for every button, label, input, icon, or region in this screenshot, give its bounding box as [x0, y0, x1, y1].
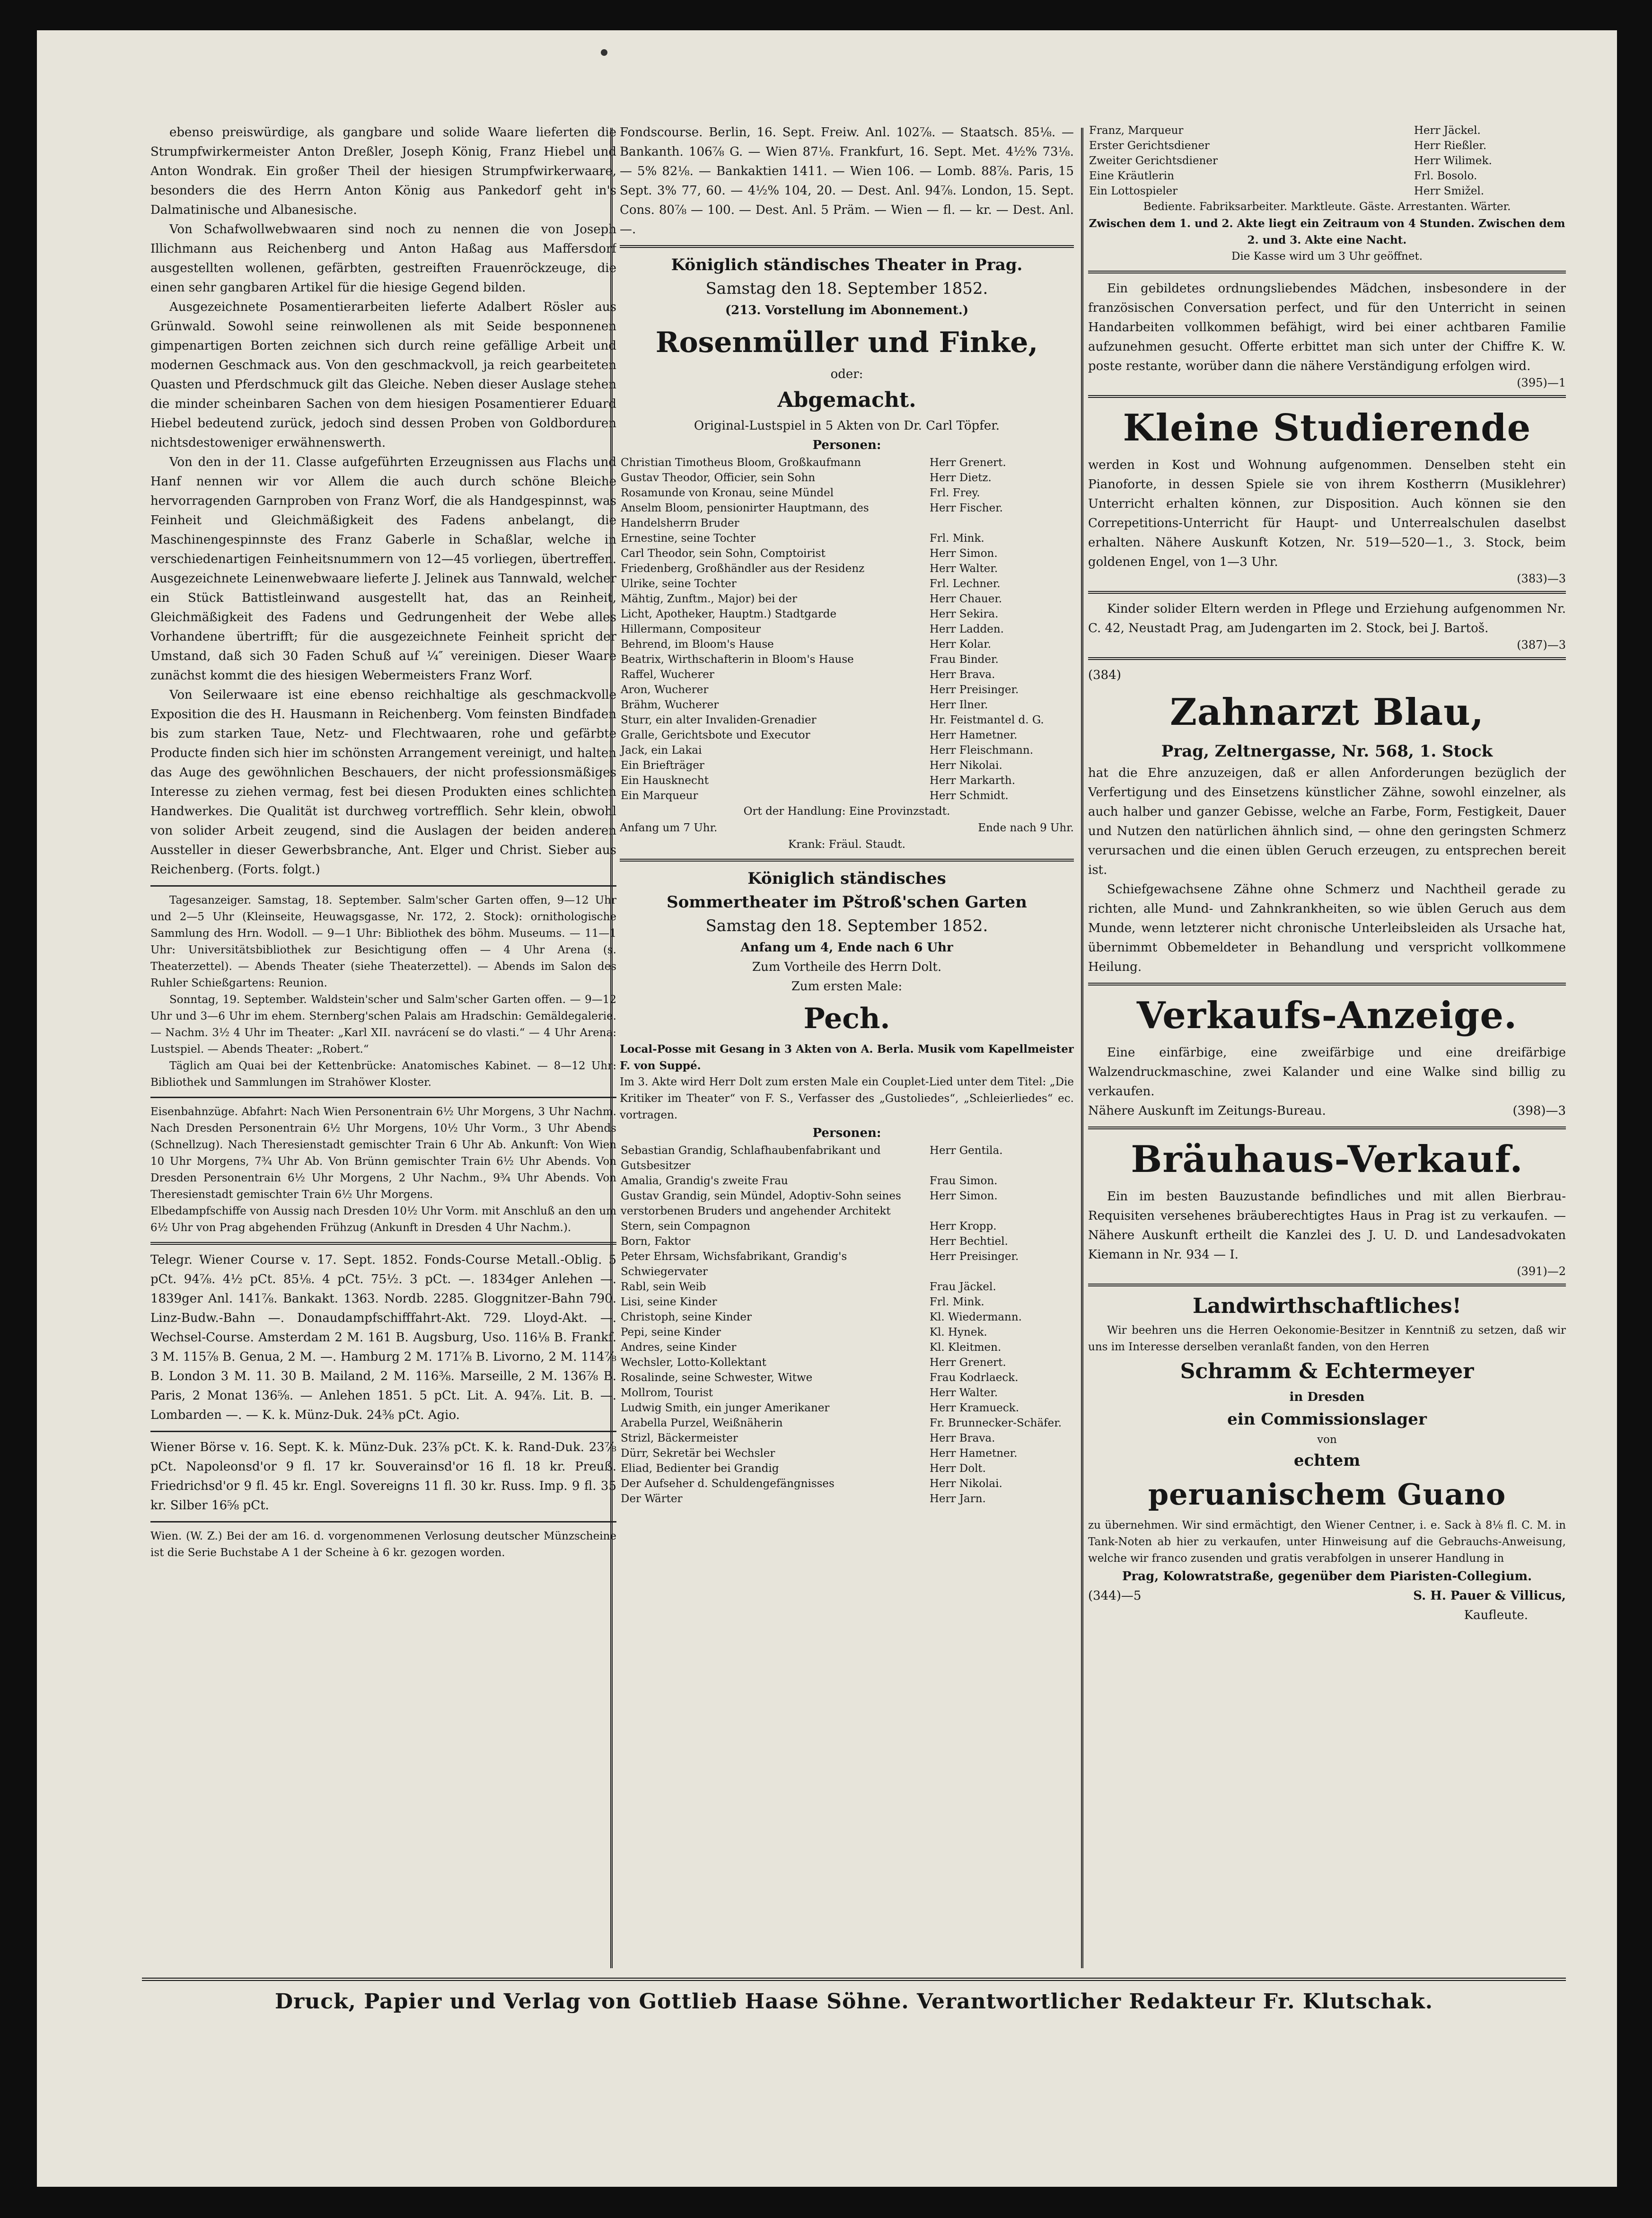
play-desc: Original-Lustspiel in 5 Akten von Dr. Carl Töpfer. [694, 419, 1000, 433]
pause-note: Zwischen dem 1. und 2. Akte liegt ein Zeitraum von 4 Stunden. Zwischen dem 2. und 3. Akte eine Nacht. [1089, 217, 1565, 246]
column-rule [1081, 128, 1083, 1968]
cast-role: Gustav Grandig, sein Mündel, Adoptiv-Sohn seines verstorbenen Bruders und angehender Architekt [621, 1190, 901, 1217]
cast-role: Sebastian Grandig, Schlafhaubenfabrikant und Gutsbesitzer [621, 1144, 881, 1172]
column-1 [150, 123, 616, 1973]
personen-heading: Personen: [812, 438, 881, 452]
ad-lager: ein Commissionslager [1227, 1410, 1427, 1429]
cast-actor: Frl. Mink. [929, 532, 984, 545]
cast-actor: Herr Kolar. [929, 638, 992, 651]
cast-row [620, 1461, 1074, 1476]
telegr-course: Telegr. Wiener Course v. 17. Sept. 1852. Fonds-Course Metall.-Oblig. 5 pCt. 94⅞. 4½ pCt. 85⅛. 4 pCt. 75½. 3 pCt. —. 1834ger Anlehen —. 1839ger Anl. 141⅞. Bankakt. 1363. Nordb. 2285. Gloggnitzer-Bahn 790. Linz-Budw.-Bahn —. Donaudampfschifffahrt-Akt. 729. Lloyd-Akt. —. Wechsel-Course. Amsterdam 2 M. 161 B. Augsburg, Uso. 116⅛ B. Frankf. 3 M. 115⅞ B. Genua, 2 M. —. Hamburg 2 M. 171⅞ B. Livorno, 2 M. 114⅞ B. London 3 M. 11. 30 B. Mailand, 2 M. 116⅜. Marseille, 2 M. 136⅞ B. Paris, 2 Monat 136⅝. — Anlehen 1851. 5 pCt. Lit. A. 94⅞. Lit. B. —. Lombarden —. — K. k. Münz-Duk. 24⅜ pCt. Agio. [150, 1253, 616, 1422]
ad-kinder: Kinder solider Eltern werden in Pflege und Erziehung aufgenommen Nr. C. 42, Neustadt Prag, am Judengarten im 2. Stock, bei J. Bartoš. [1088, 602, 1566, 635]
report-paragraph: Von Schafwollwebwaaren sind noch zu nennen die von Joseph Illichmann aus Reichenberg und Anton Haßag aus Maffersdorf ausgestellten wollenen, gefärbten, gestreiften Frauenröckzeuge, die einen sehr gangbaren Artikel für die hiesige Gegend bilden. [150, 222, 616, 295]
play-subtitle: Abgemacht. [777, 388, 916, 412]
cast-row [1088, 138, 1566, 153]
cast-actor: Herr Smižel. [1414, 185, 1485, 197]
cast-role: Mähtig, Zunftm., Major) bei der [621, 593, 797, 605]
cast-row [620, 1173, 1074, 1188]
report-paragraph: Von den in der 11. Classe aufgeführten Erzeugnissen aus Flachs und Hanf nennen wir vor Allem die auch durch schöne Bleiche hervorragenden Garnproben von Franz Worf, die als Handgespinnst, was Feinheit und Gleichmäßigkeit des Fadens anbelangt, die Maschinengespinnste des Franz Gaberle in Schaßlar, welche in verschiedenartigen Feinheitsnummern von 12—45 vorliegen, übertreffen. Ausgezeichnete Leinenwebwaare lieferte J. Jelinek aus Tannwald, welcher ein Stück Battistleinwand ausgestellt hat, das an Reinheit, Gleichmäßigkeit des Fadens und Gedrungenheit der Webe alles Vorhandene übertrifft; für die ausgezeichnete Feinheit spricht der Umstand, daß sich 30 Faden Schuß auf ¼″ vereinigen. Dieser Waare zunächst kommt die des hiesigen Webermeisters Franz Worf. [150, 455, 616, 683]
cast-row [620, 1491, 1074, 1506]
cast-actor: Herr Preisinger. [929, 1250, 1019, 1263]
cast-actor: Herr Fischer. [929, 502, 1003, 514]
divider [150, 1521, 616, 1523]
cast-actor: Herr Brava. [929, 669, 995, 681]
ad-ref: (391)—2 [1517, 1265, 1566, 1278]
cast-actor: Frl. Frey. [929, 487, 980, 499]
cast-row [620, 546, 1074, 561]
cast-row [620, 773, 1074, 788]
cast-actor: Herr Dolt. [929, 1462, 986, 1475]
cast-role: Beatrix, Wirthschafterin in Bloom's Hause [621, 653, 854, 666]
cast-role: Rosamunde von Kronau, seine Mündel [621, 487, 834, 499]
theater2-anfang: Anfang um 4, Ende nach 6 Uhr [740, 941, 953, 955]
cast-actor: Herr Grenert. [929, 457, 1006, 469]
cast-row [620, 1219, 1074, 1234]
cast-actor: Frl. Bosolo. [1414, 170, 1477, 182]
cast-row [620, 1249, 1074, 1279]
cast-actor: Herr Sekira. [929, 608, 999, 620]
cast-actor: Herr Gentila. [929, 1144, 1003, 1157]
theater-perf: (213. Vorstellung im Abonnement.) [725, 303, 969, 317]
ad-ref: (395)—1 [1517, 376, 1566, 389]
cast-role: Ernestine, seine Tochter [621, 532, 756, 545]
theater2-date: Samstag den 18. September 1852. [705, 916, 988, 935]
cast-row [620, 667, 1074, 682]
ad-verkauf-body: Eine einfärbige, eine zweifärbige und eine dreifärbige Walzendruckmaschine, zwei Kalander und eine Walke sind billig zu verkaufen. [1088, 1046, 1566, 1099]
cast-row [620, 1370, 1074, 1385]
kasse-note: Die Kasse wird um 3 Uhr geöffnet. [1231, 250, 1423, 263]
cast-tail [1088, 123, 1566, 199]
ad-landwirth-sig [1088, 1586, 1566, 1606]
cast-row [1088, 168, 1566, 184]
divider [620, 859, 1074, 862]
cast-actor: Herr Jarn. [929, 1493, 986, 1505]
ad-verkauf-info: Nähere Auskunft im Zeitungs-Bureau. [1088, 1104, 1326, 1118]
cast-role: Ein Lottospieler [1089, 185, 1178, 197]
cast-role: Raffel, Wucherer [621, 669, 714, 681]
divider [1088, 983, 1566, 986]
cast-row [620, 1234, 1074, 1249]
cast-actor: Herr Simon. [929, 547, 998, 560]
cast-actor: Herr Rießler. [1414, 140, 1487, 152]
personen2-heading: Personen: [812, 1126, 881, 1140]
cast-role: Zweiter Gerichtsdiener [1089, 155, 1218, 167]
cast-actor: Herr Fleischmann. [929, 744, 1034, 757]
cast-role: Ein Hausknecht [621, 775, 709, 787]
cast-actor: Herr Hametner. [929, 729, 1018, 741]
tagesanzeiger-entry: Tagesanzeiger. Samstag, 18. September. Salm'scher Garten offen, 9—12 Uhr und 2—5 Uhr (Kleinseite, Heuwagsgasse, Nr. 172, 2. Stock): ornithologische Sammlung des Hrn. Wodoll. — 9—1 Uhr: Bibliothek des böhm. Museums. — 11—1 Uhr: Universitätsbibliothek zur Besichtigung offen — 4 Uhr Arena (s. Theaterzettel). — Abends Theater (siehe Theaterzettel). — Abends im Salon des Ruhler Schießgartens: Reunion. [150, 894, 616, 989]
theater2-benefit: Zum Vortheile des Herrn Dolt. [752, 960, 942, 974]
ad-verkauf-title: Verkaufs-Anzeige. [1136, 994, 1518, 1037]
tagesanzeiger-entry: Sonntag, 19. September. Waldstein'scher und Salm'scher Garten offen. — 9—12 Uhr und 3—6 Uhr im ehem. Sternberg'schen Palais am Hradschin: Gemäldegalerie. — Nachm. 3½ 4 Uhr im Theater: „Karl XII. navrácení se do vlasti.“ — 4 Uhr Arena: Lustspiel. — Abends Theater: „Robert.“ [150, 994, 616, 1056]
ad-guano: peruanischem Guano [1148, 1477, 1506, 1512]
cast-role: Wechsler, Lotto-Kollektant [621, 1356, 766, 1369]
cast-row [620, 485, 1074, 501]
divider [1088, 1127, 1566, 1129]
column-3 [1088, 123, 1566, 1973]
report-paragraph: ebenso preiswürdige, als gangbare und solide Waare lieferten die Strumpfwirkermeister Anton Dreßler, Joseph König, Franz Hiebel und Anton Wondrak. Ein großer Theil der hiesigen Strumpfwirkerwaare, besonders die des Herrn Anton König aus Pankedorf geht in's Dalmatinische und Albanesische. [150, 125, 616, 217]
cast-row [620, 470, 1074, 485]
play-times [620, 820, 1074, 836]
cast-row [620, 622, 1074, 637]
cast-list-2 [620, 1143, 1074, 1506]
cast-role: Amalia, Grandig's zweite Frau [621, 1175, 788, 1187]
cast-row [620, 1294, 1074, 1310]
cast-row [620, 1310, 1074, 1325]
cast-role: Christian Timotheus Bloom, Großkaufmann [621, 457, 861, 469]
theater-date: Samstag den 18. September 1852. [705, 279, 988, 298]
cast-role: Behrend, im Bloom's Hause [621, 638, 774, 651]
play-title: Rosenmüller und Finke, [655, 326, 1038, 359]
tagesanzeiger [150, 892, 616, 1091]
cast-role: Anselm Bloom, pensionirter Hauptmann, des Handelsherrn Bruder [621, 502, 869, 529]
cast-role: Der Aufseher d. Schuldengefängnisses [621, 1478, 835, 1490]
divider [620, 245, 1074, 248]
cast-actor: Herr Preisinger. [929, 684, 1019, 696]
cast-row [620, 713, 1074, 728]
elbe-dampfschiffe: Elbedampfschiffe von Aussig nach Dresden 10½ Uhr Vorm. mit Anschluß an den um 6½ Uhr von Prag abgehenden Frühzug (Ankunft in Dresden 4 Uhr Nachm.). [150, 1205, 616, 1234]
cast-actor: Herr Grenert. [929, 1356, 1006, 1369]
cast-actor: Fr. Brunnecker-Schäfer. [929, 1417, 1062, 1429]
cast-row [620, 531, 1074, 546]
ad-ref: (387)—3 [1517, 638, 1566, 651]
cast-row [620, 728, 1074, 743]
cast-role: Lisi, seine Kinder [621, 1296, 717, 1308]
ad-maedchen: Ein gebildetes ordnungsliebendes Mädchen, insbesondere in der französischen Conversation perfect, und für den Unterricht in seinen Handarbeiten vollkommen befähigt, wird bei einer achtbaren Familie aufzunehmen gesucht. Offerte erbittet man sich unter der Chiffre K. W. poste restante, worüber dann die nähere Verständigung erfolgen wird. [1088, 282, 1566, 373]
cast-row [620, 1476, 1074, 1491]
divider [1088, 271, 1566, 273]
play2-title: Pech. [803, 1002, 890, 1035]
eisenbahn: Eisenbahnzüge. Abfahrt: Nach Wien Personentrain 6½ Uhr Morgens, 3 Uhr Nachm. Nach Dresden Personentrain 6½ Uhr Morgens, 10½ Uhr Vorm., 3 Uhr Abends (Schnellzug). Nach Theresienstadt gemischter Train 6 Uhr Ab. Ankunft: Von Wien 10 Uhr Morgens, 7¾ Uhr Ab. Von Brünn gemischter Train 6½ Uhr Abends. Von Dresden Personentrain 6½ Uhr Morgens, 2 Uhr Nachm., 9¾ Uhr Abends. Von Theresienstadt gemischter Train 6½ Uhr Morgens. [150, 1106, 616, 1201]
cast-role: Gralle, Gerichtsbote und Executor [621, 729, 810, 741]
cast-role: Pepi, seine Kinder [621, 1326, 721, 1338]
cast-row [1088, 184, 1566, 199]
cast-role: Mollrom, Tourist [621, 1387, 713, 1399]
cast-row [1088, 153, 1566, 168]
cast-row [620, 1416, 1074, 1431]
cast-actor: Herr Nikolai. [929, 1478, 1002, 1490]
column-2 [620, 123, 1074, 1973]
cast-actor: Herr Brava. [929, 1432, 995, 1444]
cast-row [620, 1279, 1074, 1294]
imprint: Druck, Papier und Verlag von Gottlieb Haase Söhne. Verantwortlicher Redakteur Fr. Klutschak. [274, 1989, 1433, 2014]
cast-role: Hillermann, Compositeur [621, 623, 761, 635]
divider [150, 1097, 616, 1098]
cast-actor: Kl. Hynek. [929, 1326, 987, 1338]
fondscourse: Fondscourse. Berlin, 16. Sept. Freiw. Anl. 102⅞. — Staatsch. 85⅛. — Bankanth. 106⅞ G. — Wien 87⅛. Frankfurt, 16. Sept. Met. 4½% 73⅛. — 5% 82⅛. — Bankaktien 1411. — Wien 106. — Lomb. 88⅞. Paris, 15 Sept. 3% 77, 60. — 4½% 104, 20. — Dest. Anl. 94⅞. London, 15. Sept. Cons. 80⅞ — 100. — Dest. Anl. 5 Präm. — Wien — fl. — kr. — Dest. Anl. —. [620, 125, 1074, 237]
cast-role: Licht, Apotheker, Hauptm.) Stadtgarde [621, 608, 837, 620]
cast-actor: Herr Schmidt. [929, 790, 1009, 802]
cast-role: Aron, Wucherer [621, 684, 709, 696]
cast-role: Ein Marqueur [621, 790, 698, 802]
ad-ref: (398)—3 [1512, 1104, 1566, 1118]
cast-row [620, 576, 1074, 591]
ad-firm: Schramm & Echtermeyer [1180, 1359, 1474, 1383]
ad-signature-2: Kaufleute. [1464, 1608, 1528, 1622]
ad-landwirth-intro: Wir beehren uns die Herren Oekonomie-Besitzer in Kenntniß zu setzen, daß wir uns im Interesse derselben veranlaßt fanden, von den Herren [1088, 1324, 1566, 1353]
play-krank: Krank: Fräul. Staudt. [788, 838, 905, 851]
ad-zahnarzt-body2: Schiefgewachsene Zähne ohne Schmerz und Nachtheil gerade zu richten, alle Mund- und Zahnkrankheiten, so wie üblen Geruch aus dem Munde, wenn letzterer nicht chronische Unterleibsleiden als Ursache hat, übernimmt Obbemeldeter in Behandlung und verspricht vollkommene Heilung. [1088, 882, 1566, 974]
divider [150, 885, 616, 887]
ad-landwirth-body: zu übernehmen. Wir sind ermächtigt, den Wiener Centner, i. e. Sack à 8⅛ fl. C. M. in Tank-Noten ab hier zu verkaufen, unter Hinweisung auf die Gebrauchs-Anweisung, welche wir franco zusenden und gratis verabfolgen in unserer Handlung in [1088, 1519, 1566, 1565]
cast-role: Eine Kräutlerin [1089, 170, 1174, 182]
cast-role: Franz, Marqueur [1089, 124, 1184, 137]
theater-house: Königlich ständisches Theater in Prag. [671, 255, 1023, 274]
ad-landwirth-title: Landwirthschaftliches! [1193, 1294, 1461, 1318]
exhibition-report [150, 123, 616, 880]
cast-role: Friedenberg, Großhändler aus der Residenz [621, 563, 865, 575]
cast-row [620, 758, 1074, 773]
page-mark [601, 49, 607, 56]
cast-role: Dürr, Sekretär bei Wechsler [621, 1447, 775, 1460]
cast-role: Eliad, Bedienter bei Grandig [621, 1462, 779, 1475]
cast-actor: Frl. Mink. [929, 1296, 984, 1308]
cast-actor: Herr Kropp. [929, 1220, 997, 1232]
cast-actor: Herr Hametner. [929, 1447, 1018, 1460]
divider [150, 1431, 616, 1432]
ad-ref: (344)—5 [1088, 1589, 1142, 1603]
cast-row [620, 788, 1074, 803]
cast-row [620, 743, 1074, 758]
ad-signature: S. H. Pauer & Villicus, [1413, 1589, 1566, 1603]
cast-row [620, 1400, 1074, 1416]
cast-actor: Herr Wilimek. [1414, 155, 1492, 167]
wien-verlosung: Wien. (W. Z.) Bei der am 16. d. vorgenommenen Verlosung deutscher Münzscheine ist die Serie Buchstabe A 1 der Scheine à 6 kr. gezogen worden. [150, 1530, 616, 1559]
cast-row [620, 1431, 1074, 1446]
ad-studierende-title: Kleine Studierende [1123, 406, 1531, 449]
cast-actor: Hr. Feistmantel d. G. [929, 714, 1044, 726]
cast-actor: Frau Simon. [929, 1175, 998, 1187]
ad-von: von [1317, 1434, 1337, 1446]
tagesanzeiger-entry: Täglich am Quai bei der Kettenbrücke: Anatomisches Kabinet. — 8—12 Uhr: Bibliothek und Sammlungen im Strahöwer Kloster. [150, 1060, 616, 1089]
cast-row [620, 591, 1074, 607]
wiener-boerse: Wiener Börse v. 16. Sept. K. k. Münz-Duk. 23⅞ pCt. K. k. Rand-Duk. 23⅞ pCt. Napoleonsd'or 9 fl. 17 kr. Souverainsd'or 16 fl. 18 kr. Preuß. Friedrichsd'or 9 fl. 45 kr. Engl. Sovereigns 11 fl. 30 kr. Russ. Imp. 9 fl. 35 kr. Silber 16⅝ pCt. [150, 1440, 616, 1513]
cast-row [620, 1340, 1074, 1355]
footer-rule [142, 1978, 1566, 1981]
ad-city: in Dresden [1289, 1390, 1365, 1404]
cast-row [620, 697, 1074, 713]
cast-row [620, 1188, 1074, 1219]
theater2-erstmal: Zum ersten Male: [791, 979, 903, 994]
cast-role: Jack, ein Lakai [621, 744, 702, 757]
ad-verkauf-foot [1088, 1101, 1566, 1121]
cast-role: Sturr, ein alter Invaliden-Grenadier [621, 714, 817, 726]
theater2-garden: Sommertheater im Pštroß'schen Garten [667, 893, 1027, 912]
cast-list [620, 455, 1074, 803]
theater2-house: Königlich ständisches [747, 869, 946, 888]
ad-zahnarzt-addr: Prag, Zeltnergasse, Nr. 568, 1. Stock [1161, 742, 1493, 761]
cast-role: Peter Ehrsam, Wichsfabrikant, Grandig's Schwiegervater [621, 1250, 847, 1278]
cast-row [1088, 123, 1566, 138]
cast-actor: Herr Bechtiel. [929, 1235, 1008, 1248]
play-ort: Ort der Handlung: Eine Provinzstadt. [743, 805, 950, 818]
cast-actor: Herr Simon. [929, 1190, 998, 1202]
cast-role: Ulrike, seine Tochter [621, 578, 737, 590]
divider [1088, 395, 1566, 398]
cast-note: Bediente. Fabriksarbeiter. Marktleute. Gäste. Arrestanten. Wärter. [1143, 201, 1511, 213]
cast-role: Ludwig Smith, ein junger Amerikaner [621, 1402, 830, 1414]
cast-row [620, 607, 1074, 622]
cast-role: Stern, sein Compagnon [621, 1220, 750, 1232]
cast-row [620, 1143, 1074, 1173]
divider [150, 1242, 616, 1245]
cast-role: Erster Gerichtsdiener [1089, 140, 1210, 152]
cast-actor: Herr Jäckel. [1414, 124, 1481, 137]
ad-braeuhaus-title: Bräuhaus-Verkauf. [1131, 1138, 1523, 1181]
cast-row [620, 682, 1074, 697]
cast-actor: Kl. Wiedermann. [929, 1311, 1022, 1323]
play2-note: Im 3. Akte wird Herr Dolt zum ersten Male ein Couplet-Lied unter dem Titel: „Die Kritiker im Theater“ von F. S., Verfasser des „Gustoliedes“, „Schleierliedes“ ec. vortragen. [620, 1076, 1074, 1121]
cast-actor: Herr Dietz. [929, 472, 992, 484]
cast-actor: Herr Walter. [929, 1387, 998, 1399]
ad-zahnarzt-num: (384) [1088, 668, 1121, 682]
cast-role: Carl Theodor, sein Sohn, Comptoirist [621, 547, 826, 560]
play-anfang: Anfang um 7 Uhr. [620, 822, 718, 834]
cast-actor: Herr Kramueck. [929, 1402, 1019, 1414]
cast-role: Arabella Purzel, Weißnäherin [621, 1417, 783, 1429]
cast-actor: Frau Kodrlaeck. [929, 1372, 1019, 1384]
cast-row [620, 652, 1074, 667]
cast-actor: Herr Ladden. [929, 623, 1004, 635]
divider [1088, 657, 1566, 660]
cast-actor: Herr Ilner. [929, 699, 988, 711]
cast-row [620, 561, 1074, 576]
report-paragraph: Ausgezeichnete Posamentierarbeiten lieferte Adalbert Rösler aus Grünwald. Sowohl seine reinwollenen als mit Seide besponnenen gimpenartigen Borten zeichnen sich durch reine gefällige Arbeit und modernen Geschmack aus. Von den geschmackvoll, ja reich gearbeiteten Quasten und Pferdschmuck gilt das Gleiche. Neben dieser Auslage stehen die minder scheinbaren Sachen von dem hiesigen Posamentierer Eduard Hiebel bedeutend zurück, jedoch sind dessen Proben von Goldborduren nichtsdestoweniger erwähnenswerth. [150, 300, 616, 450]
cast-role: Strizl, Bäckermeister [621, 1432, 738, 1444]
cast-role: Rosalinde, seine Schwester, Witwe [621, 1372, 813, 1384]
cast-actor: Herr Chauer. [929, 593, 1002, 605]
cast-row [620, 1355, 1074, 1370]
play-ende: Ende nach 9 Uhr. [978, 822, 1074, 834]
cast-row [620, 637, 1074, 652]
cast-actor: Herr Markarth. [929, 775, 1016, 787]
cast-row [620, 1325, 1074, 1340]
divider [1088, 1284, 1566, 1286]
cast-role: Rabl, sein Weib [621, 1281, 706, 1293]
cast-role: Ein Briefträger [621, 759, 704, 772]
cast-role: Born, Faktor [621, 1235, 691, 1248]
cast-actor: Frau Jäckel. [929, 1281, 996, 1293]
cast-role: Gustav Theodor, Officier, sein Sohn [621, 472, 816, 484]
cast-actor: Frl. Lechner. [929, 578, 1001, 590]
cast-role: Christoph, seine Kinder [621, 1311, 752, 1323]
ad-zahnarzt-body: hat die Ehre anzuzeigen, daß er allen Anforderungen bezüglich der Verfertigung und des Einsetzens künstlicher Zähne, sowohl einzelner, als auch halber und ganzer Gebisse, welche an Farbe, Form, Festigkeit, Dauer und Nutzen den natürlichen ähnlich sind, — ohne den geringsten Schmerz verursachen und die einen üblen Geruch erzeugen, zu entsprechen bereit ist. [1088, 766, 1566, 877]
column-rule [610, 128, 613, 1968]
cast-actor: Kl. Kleitmen. [929, 1341, 1002, 1354]
ad-landwirth-addr: Prag, Kolowratstraße, gegenüber dem Piaristen-Collegium. [1122, 1569, 1532, 1584]
ad-echtem: echtem [1293, 1451, 1361, 1470]
cast-row [620, 1385, 1074, 1400]
cast-row [620, 1446, 1074, 1461]
cast-actor: Frau Binder. [929, 653, 999, 666]
cast-role: Der Wärter [621, 1493, 683, 1505]
report-paragraph: Von Seilerwaare ist eine ebenso reichhaltige als geschmackvolle Exposition die des H. Hausmann in Reichenberg. Vom feinsten Bindfaden bis zum starken Taue, Netz- und Flechtwaaren, rohe und gefärbte Producte finden sich hier im schönsten Arrangement vereinigt, und halten das Auge des gewöhnlichen Beschauers, der nicht professionsmäßiges Interesse zu ziehen vermag, fest bei diesen Produkten eines schlichten Handwerkes. Die Qualität ist durchweg vortrefflich. Sehr klein, obwohl von solider Arbeit zeugend, sind die Auslagen der beiden anderen Aussteller in dieser Gewerbsbranche, Ant. Elger und Christ. Sieber aus Reichenberg. (Forts. folgt.) [150, 688, 616, 877]
ad-zahnarzt-title: Zahnarzt Blau, [1170, 691, 1484, 734]
cast-role: Andres, seine Kinder [621, 1341, 737, 1354]
cast-actor: Herr Nikolai. [929, 759, 1002, 772]
cast-actor: Herr Walter. [929, 563, 998, 575]
play2-desc: Local-Posse mit Gesang in 3 Akten von A. Berla. Musik vom Kapellmeister F. von Suppé. [620, 1043, 1074, 1072]
ad-braeuhaus-body: Ein im besten Bauzustande befindliches und mit allen Bierbrau-Requisiten versehenes bräuberechtigtes Haus in Prag ist zu verkaufen. — Nähere Auskunft ertheilt die Kanzlei des J. U. D. und Landesadvokaten Kiemann in Nr. 934 — I. [1088, 1189, 1566, 1262]
cast-row [620, 501, 1074, 531]
cast-role: Brähm, Wucherer [621, 699, 719, 711]
play-oder: oder: [830, 367, 863, 381]
divider [1088, 591, 1566, 594]
ad-studierende: werden in Kost und Wohnung aufgenommen. Denselben steht ein Pianoforte, in dessen Spiele sie von ihrem Kostherrn (Musiklehrer) Unterricht erhalten können, zur Disposition. Auch können sie den Correpetitions-Unterricht für Haupt- und Unterrealschulen daselbst erhalten. Nähere Auskunft Kotzen, Nr. 519—520—1., 3. Stock, beim goldenen Engel, von 1—3 Uhr. [1088, 458, 1566, 569]
cast-row [620, 455, 1074, 470]
ad-ref: (383)—3 [1517, 572, 1566, 585]
